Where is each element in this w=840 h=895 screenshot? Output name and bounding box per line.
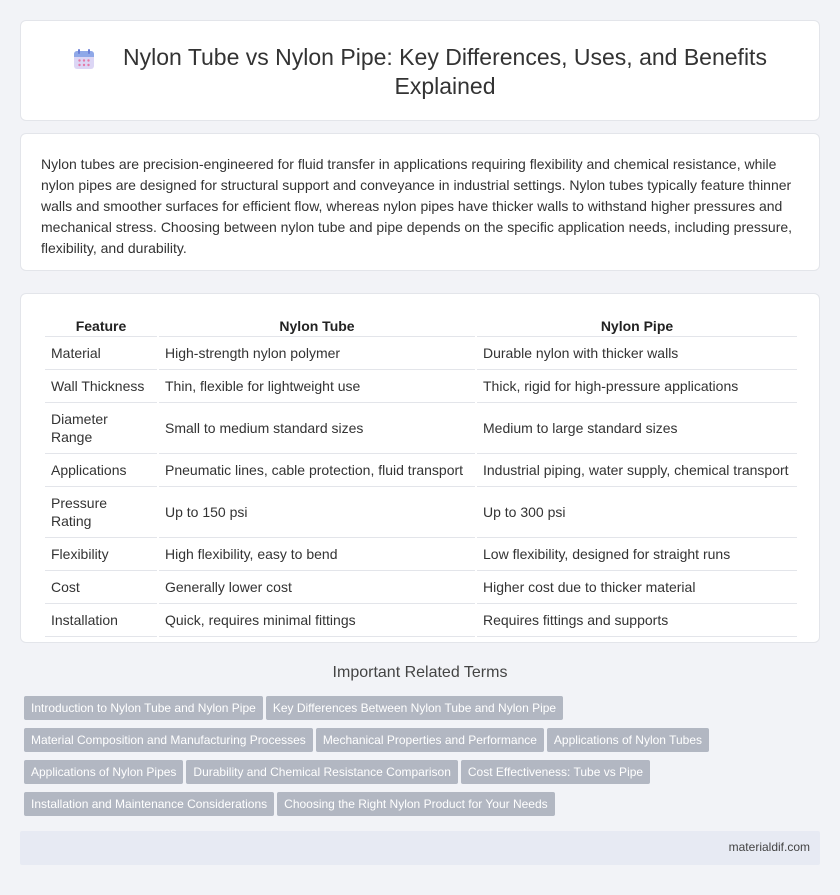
nylon-tube-cell: Pneumatic lines, cable protection, fluid transport	[159, 454, 475, 487]
table-row	[45, 370, 797, 403]
feature-cell: Diameter Range	[45, 403, 157, 454]
column-header: Feature	[45, 312, 157, 337]
related-term-tag[interactable]: Key Differences Between Nylon Tube and Nylon Pipe	[266, 696, 563, 720]
feature-cell: Cost	[45, 571, 157, 604]
related-terms-title: Important Related Terms	[332, 664, 508, 681]
related-term-tag[interactable]: Mechanical Properties and Performance	[316, 728, 544, 752]
nylon-tube-cell: Up to 150 psi	[159, 487, 475, 538]
feature-cell: Flexibility	[45, 538, 157, 571]
table-row	[45, 538, 797, 571]
comparison-table	[43, 312, 799, 637]
calendar-icon	[73, 48, 95, 70]
table-row	[45, 604, 797, 637]
intro-text: Nylon tubes are precision-engineered for fluid transfer in applications requiring flexibility and chemical resistance, while nylon pipes are designed for structural support and conveyance in industrial settings. Nylon tubes typically feature thinner walls and smoother surfaces for efficient flow, whereas nylon pipes have thicker walls to withstand higher pressures and mechanical stress. Choosing between nylon tube and pipe depends on the specific application needs, including pressure, flexibility, and durability.	[41, 156, 793, 256]
related-term-tag[interactable]: Cost Effectiveness: Tube vs Pipe	[461, 760, 650, 784]
related-terms-list	[24, 696, 824, 824]
feature-cell: Applications	[45, 454, 157, 487]
related-term-tag[interactable]: Applications of Nylon Tubes	[547, 728, 709, 752]
related-term-tag[interactable]: Durability and Chemical Resistance Comparison	[186, 760, 457, 784]
nylon-pipe-cell: Medium to large standard sizes	[477, 403, 797, 454]
nylon-pipe-cell: Up to 300 psi	[477, 487, 797, 538]
nylon-pipe-cell: Requires fittings and supports	[477, 604, 797, 637]
table-row	[45, 454, 797, 487]
table-row	[45, 403, 797, 454]
nylon-tube-cell: Quick, requires minimal fittings	[159, 604, 475, 637]
intro-card	[20, 133, 820, 271]
column-header: Nylon Pipe	[477, 312, 797, 337]
table-row	[45, 571, 797, 604]
comparison-table-card	[20, 293, 820, 643]
table-header-row	[45, 312, 797, 337]
related-term-tag[interactable]: Installation and Maintenance Considerations	[24, 792, 274, 816]
footer	[20, 831, 820, 865]
feature-cell: Wall Thickness	[45, 370, 157, 403]
nylon-tube-cell: High flexibility, easy to bend	[159, 538, 475, 571]
related-term-tag[interactable]: Introduction to Nylon Tube and Nylon Pipe	[24, 696, 263, 720]
nylon-pipe-cell: Low flexibility, designed for straight runs	[477, 538, 797, 571]
site-name[interactable]: materialdif.com	[728, 840, 810, 854]
nylon-pipe-cell: Industrial piping, water supply, chemical transport	[477, 454, 797, 487]
column-header: Nylon Tube	[159, 312, 475, 337]
related-term-tag[interactable]: Applications of Nylon Pipes	[24, 760, 183, 784]
nylon-tube-cell: Thin, flexible for lightweight use	[159, 370, 475, 403]
nylon-tube-cell: Generally lower cost	[159, 571, 475, 604]
page-title: Nylon Tube vs Nylon Pipe: Key Differences, Uses, and Benefits Explained	[123, 44, 767, 99]
nylon-pipe-cell: Durable nylon with thicker walls	[477, 337, 797, 370]
nylon-tube-cell: Small to medium standard sizes	[159, 403, 475, 454]
nylon-pipe-cell: Higher cost due to thicker material	[477, 571, 797, 604]
feature-cell: Pressure Rating	[45, 487, 157, 538]
nylon-tube-cell: High-strength nylon polymer	[159, 337, 475, 370]
feature-cell: Material	[45, 337, 157, 370]
header-card	[20, 20, 820, 121]
nylon-pipe-cell: Thick, rigid for high-pressure applications	[477, 370, 797, 403]
feature-cell: Installation	[45, 604, 157, 637]
table-row	[45, 487, 797, 538]
related-term-tag[interactable]: Choosing the Right Nylon Product for Your Needs	[277, 792, 555, 816]
related-term-tag[interactable]: Material Composition and Manufacturing Processes	[24, 728, 313, 752]
table-row	[45, 337, 797, 370]
